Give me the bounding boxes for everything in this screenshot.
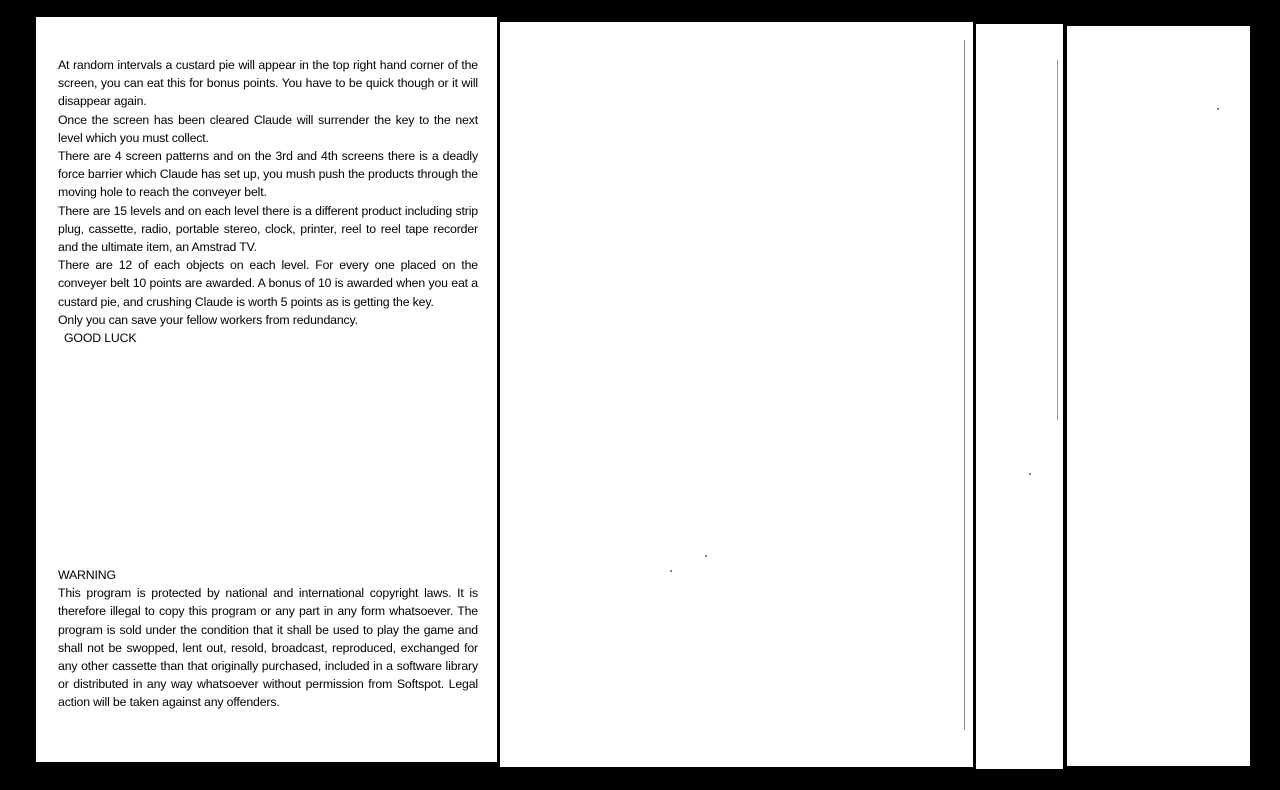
inlay-panel-blank: [500, 22, 973, 767]
warning-body: This program is protected by national and international copyright laws. It is therefore illegal to copy this program or any part in any form whatsoever. The program is sold under the condition that it shall be used to play the game and shall not be swopped, lent out, resold, broadcast, reproduced, exchanged for any other cassette than that originally purchased, included in a software library or distributed in any way whatsoever without permission from Softspot. Legal action will be taken against any offenders.: [58, 586, 478, 710]
instructions-paragraph-2: Once the screen has been cleared Claude will surrender the key to the next level which you must collect.: [58, 112, 478, 145]
instructions-paragraph-5: There are 12 of each objects on each level. For every one placed on the conveyer belt 10 points are awarded. A bonus of 10 is awarded when you eat a custard pie, and crushing Claude is worth 5 points as is getting the key.: [58, 258, 478, 309]
print-speck: [1029, 473, 1031, 475]
inlay-panel-flap: [976, 24, 1063, 769]
instructions-section: [58, 56, 478, 347]
print-speck: [670, 570, 672, 572]
inlay-panel-spine: [1067, 26, 1250, 766]
inlay-panel-instructions: [36, 17, 497, 762]
instructions-paragraph-4: There are 15 levels and on each level there is a different product including strip plug, cassette, radio, portable stereo, clock, printer, reel to reel tape recorder and the ultimate item, an Amstrad TV.: [58, 203, 478, 255]
instructions-paragraph-3: There are 4 screen patterns and on the 3rd and 4th screens there is a deadly force barrier which Claude has set up, you mush push the products through the moving hole to reach the conveyer belt.: [58, 149, 478, 200]
warning-title: WARNING: [58, 568, 116, 582]
print-speck: [705, 555, 707, 557]
instructions-paragraph-1: At random intervals a custard pie will appear in the top right hand corner of the screen, you can eat this for bonus points. You have to be quick though or it will disappear again.: [58, 58, 478, 109]
fold-crease: [964, 40, 965, 730]
warning-section: [58, 566, 478, 712]
print-speck: [1217, 108, 1219, 110]
good-luck-closing: GOOD LUCK: [64, 331, 137, 346]
instructions-paragraph-6: Only you can save your fellow workers from redundancy.: [58, 312, 358, 327]
fold-crease: [1057, 60, 1058, 420]
